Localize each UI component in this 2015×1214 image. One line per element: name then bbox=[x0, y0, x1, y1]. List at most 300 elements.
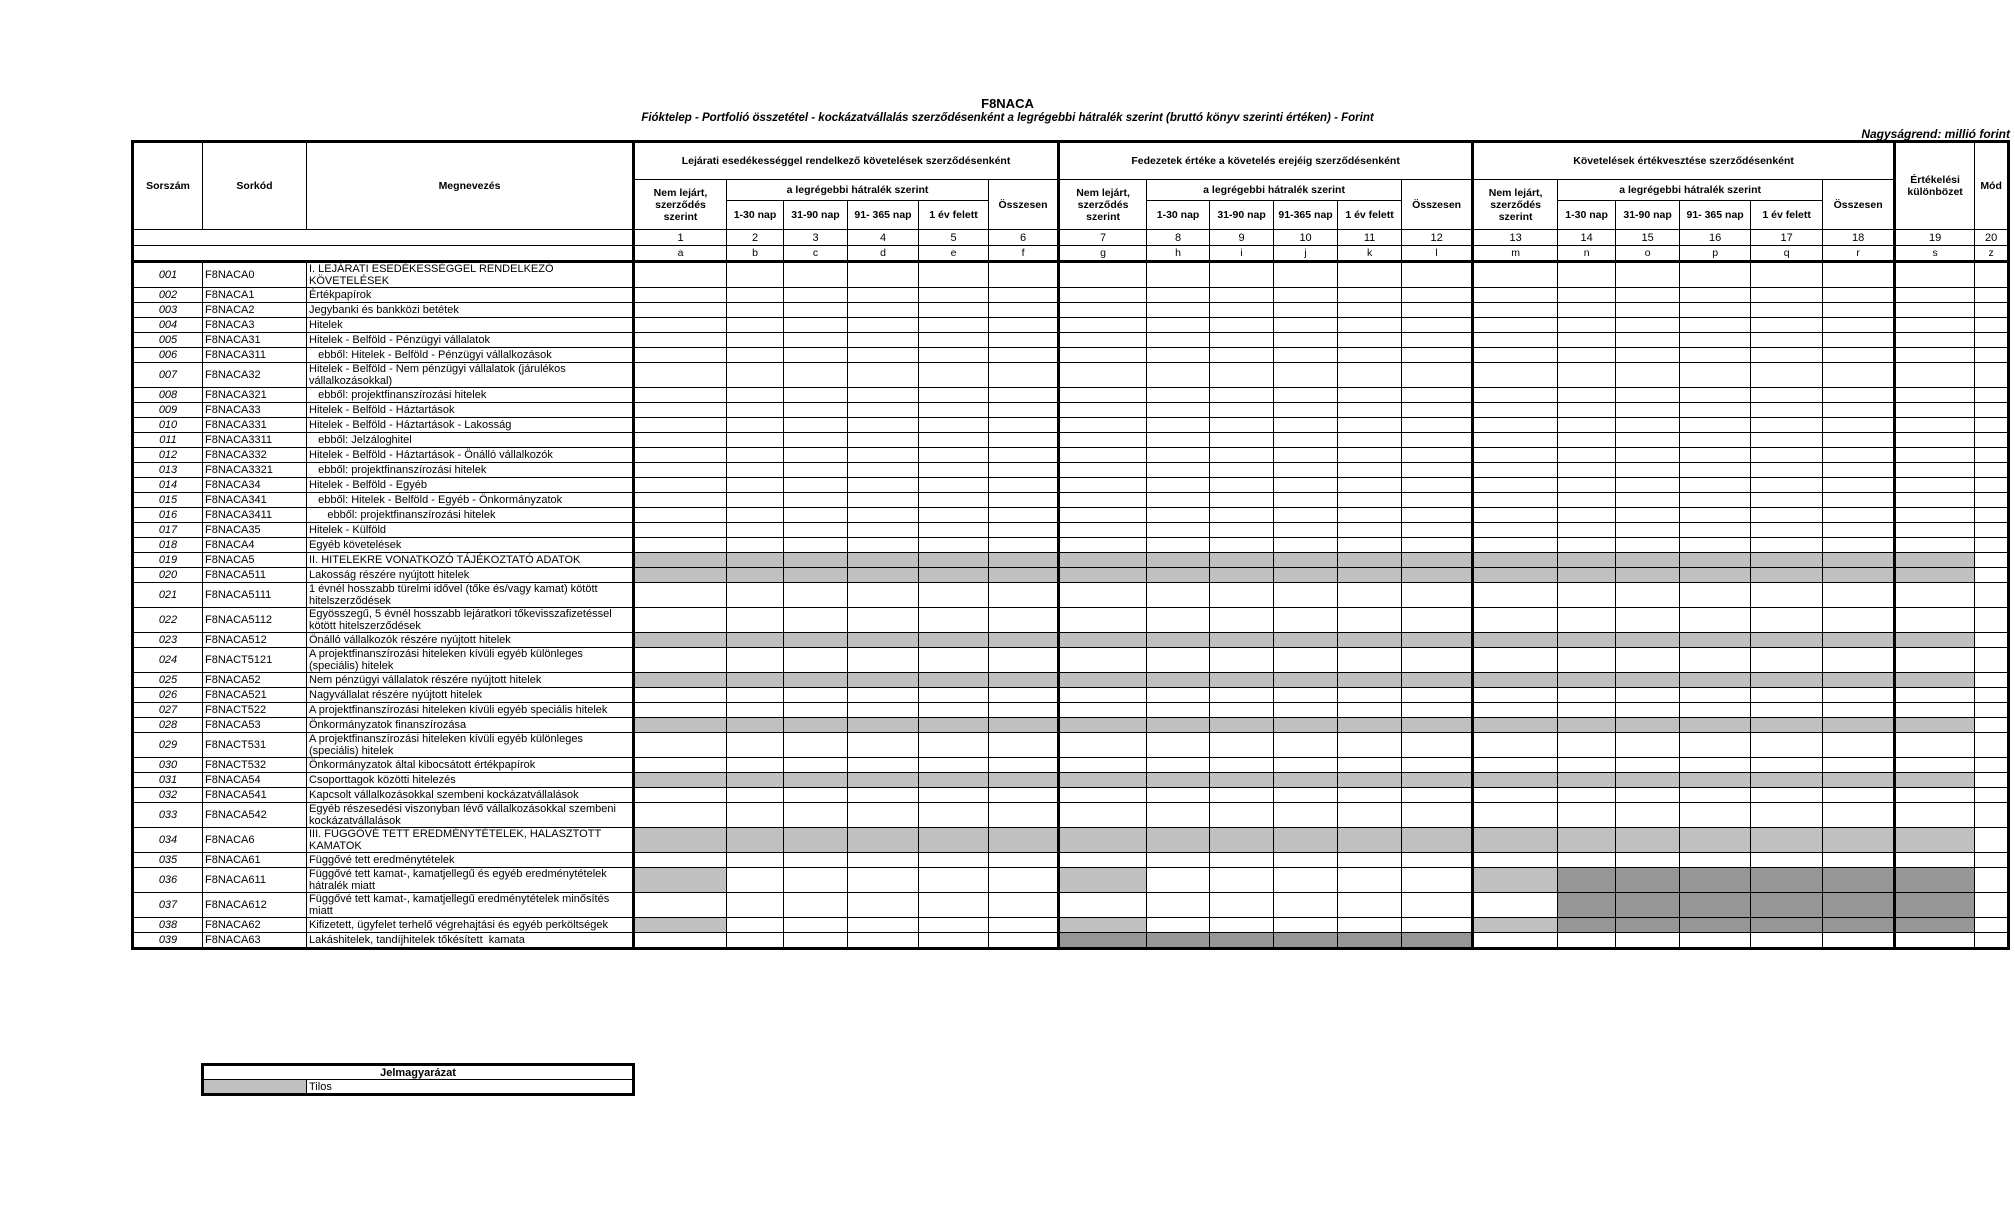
data-cell[interactable] bbox=[784, 758, 848, 773]
data-cell[interactable] bbox=[784, 648, 848, 673]
data-cell[interactable] bbox=[1680, 463, 1751, 478]
data-cell[interactable] bbox=[1975, 463, 2009, 478]
data-cell[interactable] bbox=[1059, 688, 1147, 703]
data-cell[interactable] bbox=[848, 403, 919, 418]
data-cell[interactable] bbox=[1210, 448, 1274, 463]
data-cell[interactable] bbox=[1338, 478, 1402, 493]
data-cell[interactable] bbox=[1558, 608, 1616, 633]
data-cell[interactable] bbox=[727, 803, 784, 828]
data-cell[interactable] bbox=[1147, 868, 1210, 893]
data-cell[interactable] bbox=[1147, 388, 1210, 403]
data-cell[interactable] bbox=[1975, 418, 2009, 433]
data-cell[interactable] bbox=[784, 688, 848, 703]
data-cell[interactable] bbox=[1616, 433, 1680, 448]
data-cell[interactable] bbox=[1473, 478, 1558, 493]
data-cell[interactable] bbox=[1338, 853, 1402, 868]
data-cell[interactable] bbox=[1274, 553, 1338, 568]
data-cell[interactable] bbox=[1338, 828, 1402, 853]
data-cell[interactable] bbox=[1975, 773, 2009, 788]
data-cell[interactable] bbox=[1558, 868, 1616, 893]
data-cell[interactable] bbox=[848, 803, 919, 828]
data-cell[interactable] bbox=[1059, 608, 1147, 633]
data-cell[interactable] bbox=[989, 553, 1059, 568]
data-cell[interactable] bbox=[1975, 538, 2009, 553]
data-cell[interactable] bbox=[784, 448, 848, 463]
data-cell[interactable] bbox=[1402, 633, 1473, 648]
data-cell[interactable] bbox=[727, 733, 784, 758]
data-cell[interactable] bbox=[919, 828, 989, 853]
data-cell[interactable] bbox=[1402, 893, 1473, 918]
data-cell[interactable] bbox=[1059, 508, 1147, 523]
data-cell[interactable] bbox=[1680, 318, 1751, 333]
data-cell[interactable] bbox=[784, 508, 848, 523]
data-cell[interactable] bbox=[1895, 303, 1975, 318]
data-cell[interactable] bbox=[784, 718, 848, 733]
data-cell[interactable] bbox=[727, 828, 784, 853]
data-cell[interactable] bbox=[1558, 853, 1616, 868]
data-cell[interactable] bbox=[1616, 828, 1680, 853]
data-cell[interactable] bbox=[634, 303, 727, 318]
data-cell[interactable] bbox=[1059, 403, 1147, 418]
data-cell[interactable] bbox=[1402, 493, 1473, 508]
data-cell[interactable] bbox=[1473, 583, 1558, 608]
data-cell[interactable] bbox=[1751, 758, 1823, 773]
data-cell[interactable] bbox=[634, 363, 727, 388]
data-cell[interactable] bbox=[1895, 493, 1975, 508]
data-cell[interactable] bbox=[1059, 463, 1147, 478]
data-cell[interactable] bbox=[1274, 333, 1338, 348]
data-cell[interactable] bbox=[727, 648, 784, 673]
data-cell[interactable] bbox=[1680, 773, 1751, 788]
data-cell[interactable] bbox=[1059, 418, 1147, 433]
data-cell[interactable] bbox=[1975, 893, 2009, 918]
data-cell[interactable] bbox=[1751, 463, 1823, 478]
data-cell[interactable] bbox=[1680, 733, 1751, 758]
data-cell[interactable] bbox=[1402, 828, 1473, 853]
data-cell[interactable] bbox=[727, 868, 784, 893]
data-cell[interactable] bbox=[1895, 463, 1975, 478]
data-cell[interactable] bbox=[1274, 418, 1338, 433]
data-cell[interactable] bbox=[1895, 933, 1975, 949]
data-cell[interactable] bbox=[1210, 688, 1274, 703]
data-cell[interactable] bbox=[1210, 418, 1274, 433]
data-cell[interactable] bbox=[1616, 853, 1680, 868]
data-cell[interactable] bbox=[848, 538, 919, 553]
data-cell[interactable] bbox=[784, 348, 848, 363]
data-cell[interactable] bbox=[1338, 868, 1402, 893]
data-cell[interactable] bbox=[1473, 333, 1558, 348]
data-cell[interactable] bbox=[1823, 523, 1895, 538]
data-cell[interactable] bbox=[784, 388, 848, 403]
data-cell[interactable] bbox=[1402, 463, 1473, 478]
data-cell[interactable] bbox=[1823, 348, 1895, 363]
data-cell[interactable] bbox=[1823, 568, 1895, 583]
data-cell[interactable] bbox=[1274, 363, 1338, 388]
data-cell[interactable] bbox=[784, 788, 848, 803]
data-cell[interactable] bbox=[1274, 493, 1338, 508]
data-cell[interactable] bbox=[848, 433, 919, 448]
data-cell[interactable] bbox=[1338, 363, 1402, 388]
data-cell[interactable] bbox=[1473, 553, 1558, 568]
data-cell[interactable] bbox=[634, 508, 727, 523]
data-cell[interactable] bbox=[1059, 733, 1147, 758]
data-cell[interactable] bbox=[1975, 403, 2009, 418]
data-cell[interactable] bbox=[1338, 893, 1402, 918]
data-cell[interactable] bbox=[1680, 553, 1751, 568]
data-cell[interactable] bbox=[1473, 418, 1558, 433]
data-cell[interactable] bbox=[919, 608, 989, 633]
data-cell[interactable] bbox=[1473, 648, 1558, 673]
data-cell[interactable] bbox=[1895, 703, 1975, 718]
data-cell[interactable] bbox=[1473, 523, 1558, 538]
data-cell[interactable] bbox=[1473, 718, 1558, 733]
data-cell[interactable] bbox=[1616, 893, 1680, 918]
data-cell[interactable] bbox=[848, 853, 919, 868]
data-cell[interactable] bbox=[989, 463, 1059, 478]
data-cell[interactable] bbox=[784, 568, 848, 583]
data-cell[interactable] bbox=[1975, 853, 2009, 868]
data-cell[interactable] bbox=[848, 868, 919, 893]
data-cell[interactable] bbox=[1210, 478, 1274, 493]
data-cell[interactable] bbox=[727, 718, 784, 733]
data-cell[interactable] bbox=[1210, 893, 1274, 918]
data-cell[interactable] bbox=[1895, 608, 1975, 633]
data-cell[interactable] bbox=[1473, 568, 1558, 583]
data-cell[interactable] bbox=[727, 262, 784, 288]
data-cell[interactable] bbox=[1680, 348, 1751, 363]
data-cell[interactable] bbox=[1616, 688, 1680, 703]
data-cell[interactable] bbox=[1751, 433, 1823, 448]
data-cell[interactable] bbox=[1473, 788, 1558, 803]
data-cell[interactable] bbox=[1751, 508, 1823, 523]
data-cell[interactable] bbox=[1210, 703, 1274, 718]
data-cell[interactable] bbox=[1823, 448, 1895, 463]
data-cell[interactable] bbox=[727, 403, 784, 418]
data-cell[interactable] bbox=[1975, 493, 2009, 508]
data-cell[interactable] bbox=[1975, 583, 2009, 608]
data-cell[interactable] bbox=[848, 633, 919, 648]
data-cell[interactable] bbox=[1338, 568, 1402, 583]
data-cell[interactable] bbox=[727, 348, 784, 363]
data-cell[interactable] bbox=[1473, 538, 1558, 553]
data-cell[interactable] bbox=[1895, 733, 1975, 758]
data-cell[interactable] bbox=[1680, 262, 1751, 288]
data-cell[interactable] bbox=[1059, 893, 1147, 918]
data-cell[interactable] bbox=[1338, 288, 1402, 303]
data-cell[interactable] bbox=[1616, 262, 1680, 288]
data-cell[interactable] bbox=[784, 403, 848, 418]
data-cell[interactable] bbox=[1823, 303, 1895, 318]
data-cell[interactable] bbox=[1059, 523, 1147, 538]
data-cell[interactable] bbox=[1616, 553, 1680, 568]
data-cell[interactable] bbox=[989, 568, 1059, 583]
data-cell[interactable] bbox=[1059, 583, 1147, 608]
data-cell[interactable] bbox=[1616, 403, 1680, 418]
data-cell[interactable] bbox=[1975, 523, 2009, 538]
data-cell[interactable] bbox=[1680, 688, 1751, 703]
data-cell[interactable] bbox=[1210, 403, 1274, 418]
data-cell[interactable] bbox=[1473, 348, 1558, 363]
data-cell[interactable] bbox=[1558, 933, 1616, 949]
data-cell[interactable] bbox=[634, 788, 727, 803]
data-cell[interactable] bbox=[1751, 288, 1823, 303]
data-cell[interactable] bbox=[1473, 608, 1558, 633]
data-cell[interactable] bbox=[727, 583, 784, 608]
data-cell[interactable] bbox=[784, 703, 848, 718]
data-cell[interactable] bbox=[1147, 933, 1210, 949]
data-cell[interactable] bbox=[1473, 758, 1558, 773]
data-cell[interactable] bbox=[1274, 433, 1338, 448]
data-cell[interactable] bbox=[848, 288, 919, 303]
data-cell[interactable] bbox=[848, 418, 919, 433]
data-cell[interactable] bbox=[1616, 788, 1680, 803]
data-cell[interactable] bbox=[727, 388, 784, 403]
data-cell[interactable] bbox=[1975, 288, 2009, 303]
data-cell[interactable] bbox=[1616, 508, 1680, 523]
data-cell[interactable] bbox=[1975, 508, 2009, 523]
data-cell[interactable] bbox=[1059, 568, 1147, 583]
data-cell[interactable] bbox=[1975, 633, 2009, 648]
data-cell[interactable] bbox=[848, 893, 919, 918]
data-cell[interactable] bbox=[1059, 348, 1147, 363]
data-cell[interactable] bbox=[1558, 418, 1616, 433]
data-cell[interactable] bbox=[727, 933, 784, 949]
data-cell[interactable] bbox=[1147, 508, 1210, 523]
data-cell[interactable] bbox=[1210, 463, 1274, 478]
data-cell[interactable] bbox=[1975, 688, 2009, 703]
data-cell[interactable] bbox=[727, 758, 784, 773]
data-cell[interactable] bbox=[1473, 893, 1558, 918]
data-cell[interactable] bbox=[784, 803, 848, 828]
data-cell[interactable] bbox=[989, 478, 1059, 493]
data-cell[interactable] bbox=[1274, 853, 1338, 868]
data-cell[interactable] bbox=[1147, 538, 1210, 553]
data-cell[interactable] bbox=[1895, 418, 1975, 433]
data-cell[interactable] bbox=[848, 568, 919, 583]
data-cell[interactable] bbox=[1338, 608, 1402, 633]
data-cell[interactable] bbox=[1558, 788, 1616, 803]
data-cell[interactable] bbox=[1210, 348, 1274, 363]
data-cell[interactable] bbox=[1338, 688, 1402, 703]
data-cell[interactable] bbox=[1402, 733, 1473, 758]
data-cell[interactable] bbox=[989, 333, 1059, 348]
data-cell[interactable] bbox=[919, 388, 989, 403]
data-cell[interactable] bbox=[1473, 828, 1558, 853]
data-cell[interactable] bbox=[1059, 538, 1147, 553]
data-cell[interactable] bbox=[919, 803, 989, 828]
data-cell[interactable] bbox=[634, 773, 727, 788]
data-cell[interactable] bbox=[1274, 718, 1338, 733]
data-cell[interactable] bbox=[1473, 463, 1558, 478]
data-cell[interactable] bbox=[1147, 758, 1210, 773]
data-cell[interactable] bbox=[1274, 773, 1338, 788]
data-cell[interactable] bbox=[727, 688, 784, 703]
data-cell[interactable] bbox=[1059, 918, 1147, 933]
data-cell[interactable] bbox=[1895, 523, 1975, 538]
data-cell[interactable] bbox=[1402, 262, 1473, 288]
data-cell[interactable] bbox=[784, 933, 848, 949]
data-cell[interactable] bbox=[1147, 788, 1210, 803]
data-cell[interactable] bbox=[1210, 758, 1274, 773]
data-cell[interactable] bbox=[1059, 448, 1147, 463]
data-cell[interactable] bbox=[848, 463, 919, 478]
data-cell[interactable] bbox=[1823, 933, 1895, 949]
data-cell[interactable] bbox=[1274, 918, 1338, 933]
data-cell[interactable] bbox=[1473, 363, 1558, 388]
data-cell[interactable] bbox=[1473, 493, 1558, 508]
data-cell[interactable] bbox=[989, 853, 1059, 868]
data-cell[interactable] bbox=[1751, 773, 1823, 788]
data-cell[interactable] bbox=[1680, 303, 1751, 318]
data-cell[interactable] bbox=[1975, 262, 2009, 288]
data-cell[interactable] bbox=[919, 673, 989, 688]
data-cell[interactable] bbox=[848, 773, 919, 788]
data-cell[interactable] bbox=[1059, 828, 1147, 853]
data-cell[interactable] bbox=[919, 448, 989, 463]
data-cell[interactable] bbox=[1210, 733, 1274, 758]
data-cell[interactable] bbox=[1558, 568, 1616, 583]
data-cell[interactable] bbox=[1402, 608, 1473, 633]
data-cell[interactable] bbox=[1616, 288, 1680, 303]
data-cell[interactable] bbox=[1210, 318, 1274, 333]
data-cell[interactable] bbox=[784, 318, 848, 333]
data-cell[interactable] bbox=[1975, 648, 2009, 673]
data-cell[interactable] bbox=[1895, 553, 1975, 568]
data-cell[interactable] bbox=[1751, 688, 1823, 703]
data-cell[interactable] bbox=[1210, 773, 1274, 788]
data-cell[interactable] bbox=[919, 333, 989, 348]
data-cell[interactable] bbox=[1558, 918, 1616, 933]
data-cell[interactable] bbox=[1823, 433, 1895, 448]
data-cell[interactable] bbox=[1895, 568, 1975, 583]
data-cell[interactable] bbox=[1147, 773, 1210, 788]
data-cell[interactable] bbox=[1616, 933, 1680, 949]
data-cell[interactable] bbox=[1274, 673, 1338, 688]
data-cell[interactable] bbox=[784, 433, 848, 448]
data-cell[interactable] bbox=[1274, 803, 1338, 828]
data-cell[interactable] bbox=[634, 418, 727, 433]
data-cell[interactable] bbox=[919, 758, 989, 773]
data-cell[interactable] bbox=[634, 608, 727, 633]
data-cell[interactable] bbox=[1338, 538, 1402, 553]
data-cell[interactable] bbox=[1975, 868, 2009, 893]
data-cell[interactable] bbox=[1751, 303, 1823, 318]
data-cell[interactable] bbox=[989, 348, 1059, 363]
data-cell[interactable] bbox=[1402, 403, 1473, 418]
data-cell[interactable] bbox=[784, 333, 848, 348]
data-cell[interactable] bbox=[989, 388, 1059, 403]
data-cell[interactable] bbox=[919, 773, 989, 788]
data-cell[interactable] bbox=[1059, 853, 1147, 868]
data-cell[interactable] bbox=[727, 493, 784, 508]
data-cell[interactable] bbox=[1680, 868, 1751, 893]
data-cell[interactable] bbox=[1751, 388, 1823, 403]
data-cell[interactable] bbox=[1274, 758, 1338, 773]
data-cell[interactable] bbox=[989, 893, 1059, 918]
data-cell[interactable] bbox=[1473, 673, 1558, 688]
data-cell[interactable] bbox=[1895, 918, 1975, 933]
data-cell[interactable] bbox=[919, 463, 989, 478]
data-cell[interactable] bbox=[1751, 493, 1823, 508]
data-cell[interactable] bbox=[1975, 803, 2009, 828]
data-cell[interactable] bbox=[1895, 448, 1975, 463]
data-cell[interactable] bbox=[634, 703, 727, 718]
data-cell[interactable] bbox=[1558, 828, 1616, 853]
data-cell[interactable] bbox=[1895, 538, 1975, 553]
data-cell[interactable] bbox=[989, 773, 1059, 788]
data-cell[interactable] bbox=[1558, 318, 1616, 333]
data-cell[interactable] bbox=[1616, 718, 1680, 733]
data-cell[interactable] bbox=[784, 853, 848, 868]
data-cell[interactable] bbox=[1680, 673, 1751, 688]
data-cell[interactable] bbox=[848, 448, 919, 463]
data-cell[interactable] bbox=[1616, 493, 1680, 508]
data-cell[interactable] bbox=[919, 363, 989, 388]
data-cell[interactable] bbox=[1680, 608, 1751, 633]
data-cell[interactable] bbox=[1616, 348, 1680, 363]
data-cell[interactable] bbox=[1895, 828, 1975, 853]
data-cell[interactable] bbox=[634, 933, 727, 949]
data-cell[interactable] bbox=[1473, 433, 1558, 448]
data-cell[interactable] bbox=[1059, 788, 1147, 803]
data-cell[interactable] bbox=[727, 448, 784, 463]
data-cell[interactable] bbox=[1558, 463, 1616, 478]
data-cell[interactable] bbox=[1338, 463, 1402, 478]
data-cell[interactable] bbox=[1751, 633, 1823, 648]
data-cell[interactable] bbox=[848, 703, 919, 718]
data-cell[interactable] bbox=[1975, 608, 2009, 633]
data-cell[interactable] bbox=[1210, 508, 1274, 523]
data-cell[interactable] bbox=[1338, 508, 1402, 523]
data-cell[interactable] bbox=[1895, 403, 1975, 418]
data-cell[interactable] bbox=[919, 583, 989, 608]
data-cell[interactable] bbox=[1823, 853, 1895, 868]
data-cell[interactable] bbox=[1558, 388, 1616, 403]
data-cell[interactable] bbox=[919, 893, 989, 918]
data-cell[interactable] bbox=[1895, 758, 1975, 773]
data-cell[interactable] bbox=[1338, 418, 1402, 433]
data-cell[interactable] bbox=[1680, 718, 1751, 733]
data-cell[interactable] bbox=[634, 403, 727, 418]
data-cell[interactable] bbox=[1823, 673, 1895, 688]
data-cell[interactable] bbox=[634, 758, 727, 773]
data-cell[interactable] bbox=[848, 333, 919, 348]
data-cell[interactable] bbox=[1147, 673, 1210, 688]
data-cell[interactable] bbox=[1059, 493, 1147, 508]
data-cell[interactable] bbox=[848, 758, 919, 773]
data-cell[interactable] bbox=[848, 918, 919, 933]
data-cell[interactable] bbox=[1558, 433, 1616, 448]
data-cell[interactable] bbox=[1558, 363, 1616, 388]
data-cell[interactable] bbox=[1751, 893, 1823, 918]
data-cell[interactable] bbox=[727, 508, 784, 523]
data-cell[interactable] bbox=[1402, 303, 1473, 318]
data-cell[interactable] bbox=[848, 493, 919, 508]
data-cell[interactable] bbox=[1751, 733, 1823, 758]
data-cell[interactable] bbox=[989, 508, 1059, 523]
data-cell[interactable] bbox=[727, 893, 784, 918]
data-cell[interactable] bbox=[1147, 448, 1210, 463]
data-cell[interactable] bbox=[1059, 933, 1147, 949]
data-cell[interactable] bbox=[1274, 633, 1338, 648]
data-cell[interactable] bbox=[1210, 853, 1274, 868]
data-cell[interactable] bbox=[1274, 348, 1338, 363]
data-cell[interactable] bbox=[1210, 288, 1274, 303]
data-cell[interactable] bbox=[784, 918, 848, 933]
data-cell[interactable] bbox=[1059, 633, 1147, 648]
data-cell[interactable] bbox=[1338, 648, 1402, 673]
data-cell[interactable] bbox=[634, 478, 727, 493]
